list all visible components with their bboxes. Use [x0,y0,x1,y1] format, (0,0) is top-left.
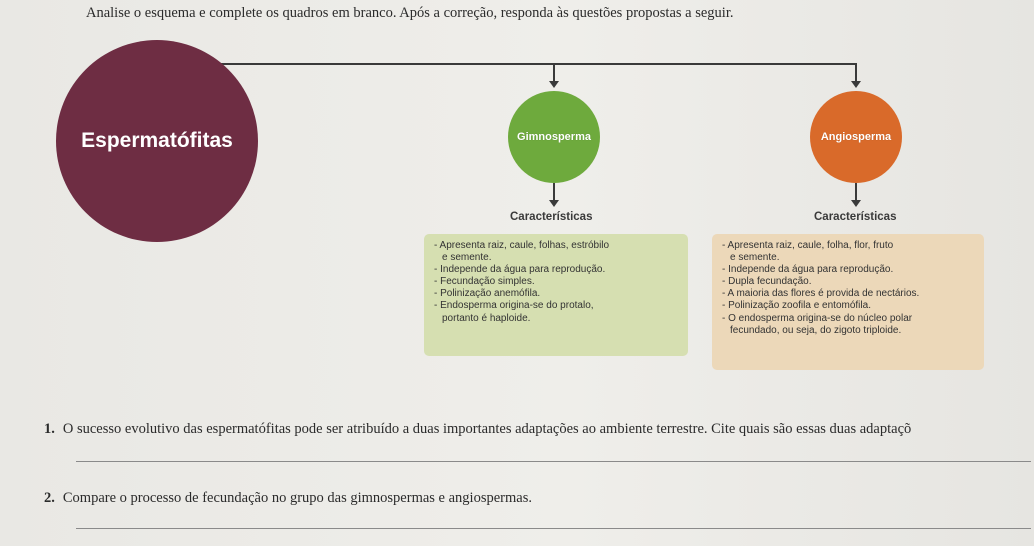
gimno-line: e semente. [442,252,492,264]
gimno-line: portanto é haploide. [442,312,531,324]
connector-angio-caracteristicas [855,183,857,200]
angio-line: - Independe da água para reprodução. [722,264,894,276]
gimnosperma-caracteristicas-heading: Características [510,211,593,223]
question-2 [44,490,532,507]
gimno-line: - Fecundação simples. [434,276,535,288]
angio-line: - Apresenta raiz, caule, folha, flor, fruto [722,240,894,251]
gimno-line: - Apresenta raiz, caule, folhas, estróbilo [434,240,610,251]
arrow-to-gimnosperma-icon [549,81,559,88]
question-1-number: 1. [44,421,55,437]
arrow-to-angiosperma-icon [851,81,861,88]
connector-to-angiosperma [855,63,857,81]
gimnosperma-circle [508,91,600,183]
connector-to-gimnosperma [553,63,555,81]
angio-line: fecundado, ou seja, do zigoto triploide. [730,324,902,336]
angio-line: - Dupla fecundação. [722,276,812,288]
angiosperma-label: Angiosperma [820,131,892,143]
angio-line: e semente. [730,252,780,264]
arrow-angio-caracteristicas-icon [851,200,861,207]
espermatofitas-circle [56,40,258,242]
question-1 [44,421,911,438]
answer-line-2[interactable] [76,528,1031,529]
gimno-line: - Independe da água para reprodução. [434,264,606,276]
angio-line: - A maioria das flores é provida de nectários. [722,288,920,300]
arrow-gimno-caracteristicas-icon [549,200,559,207]
connector-gimno-caracteristicas [553,183,555,200]
question-1-text: O sucesso evolutivo das espermatófitas pode ser atribuído a duas importantes adaptações ao ambiente terrestre. Cite quais são essas duas adaptaçõ [62,421,912,437]
instruction-text: Analise o esquema e complete os quadros em branco. Após a correção, responda às questões propostas a seguir. [86,5,734,21]
angiosperma-caracteristicas-heading: Características [814,211,897,223]
angiosperma-characteristics-box [712,234,984,370]
question-2-text: Compare o processo de fecundação no grupo das gimnospermas e angiospermas. [62,490,532,506]
angio-line: - Polinização zoofila e entomófila. [722,300,871,312]
question-2-number: 2. [44,490,55,506]
gimnosperma-label: Gimnosperma [517,131,591,143]
angio-line: - O endosperma origina-se do núcleo polar [722,312,913,324]
gimnosperma-characteristics-box [424,234,688,356]
gimno-line: - Endosperma origina-se do protalo, [434,300,594,312]
answer-line-1[interactable] [76,461,1031,462]
connector-horizontal [200,63,857,65]
angiosperma-circle [810,91,902,183]
espermatofitas-label: Espermatófitas [81,129,233,152]
gimno-line: - Polinização anemófila. [434,288,541,300]
